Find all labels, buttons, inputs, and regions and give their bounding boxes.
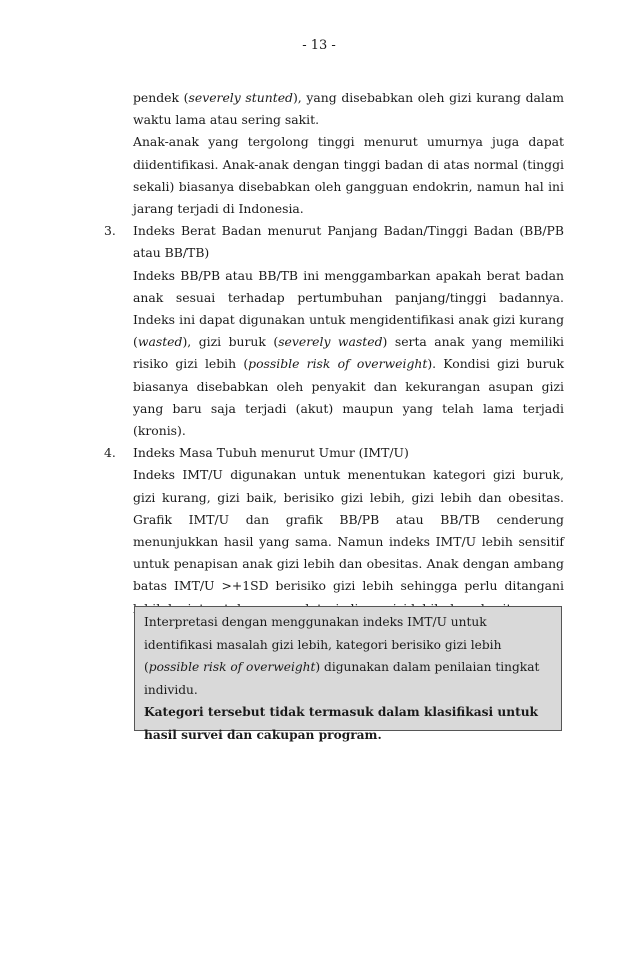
document-body xyxy=(104,87,564,620)
note-text: Interpretasi dengan menggunakan indeks IMT/U untuk identifikasi masalah gizi lebih, kategori berisiko gizi lebih (possible risk of overweight) digunakan dalam penilaian tingkat individu. xyxy=(144,615,540,697)
tall-children-paragraph: Anak-anak yang tergolong tinggi menurut umurnya juga dapat diidentifikasi. Anak-anak dengan tinggi badan di atas normal (tinggi sekali) biasanya disebabkan oleh gangguan endokrin, namun hal ini jarang terjadi di Indonesia. xyxy=(133,134,564,217)
list-number: 4. xyxy=(104,445,116,461)
item-body: Indeks IMT/U digunakan untuk menentukan kategori gizi buruk, gizi kurang, gizi baik, berisiko gizi lebih, gizi lebih dan obesitas. Grafik IMT/U dan grafik BB/PB atau BB/TB cenderung menunjukkan hasil yang sama. Namun indeks IMT/U lebih sensitif untuk penapisan anak gizi lebih dan obesitas. Anak dengan ambang batas IMT/U >+1SD berisiko gizi lebih sehingga perlu ditangani xyxy=(133,467,564,594)
list-item-3 xyxy=(104,220,564,442)
note-box xyxy=(134,606,562,742)
item-heading: Indeks Berat Badan menurut Panjang Badan/Tinggi Badan (BB/PB atau BB/TB) xyxy=(133,223,564,261)
intro-paragraph: pendek (severely stunted), yang disebabkan oleh gizi kurang dalam waktu lama atau sering sakit. xyxy=(133,90,564,128)
item-heading: Indeks Masa Tubuh menurut Umur (IMT/U) xyxy=(133,445,409,461)
item-body: Indeks BB/PB atau BB/TB ini menggambarkan apakah berat badan anak sesuai terhadap pertumbuhan panjang/tinggi badannya. Indeks ini dapat digunakan untuk mengidentifikasi anak gizi kurang (wasted), gizi buruk (severely wasted) serta anak yang memiliki risiko gizi lebih (possible risk of overweight). Kondisi gizi buruk biasanya disebabkan oleh penyakit dan kekurangan asupan gizi yang baru saja terjadi (akut) maupun yang telah lama terjadi (kronis). xyxy=(133,267,565,439)
note-bold-text: Kategori tersebut tidak termasuk dalam klasifikasi untuk hasil survei dan cakupan program. xyxy=(144,705,539,742)
page-number: - 13 - xyxy=(302,38,336,53)
list-number: 3. xyxy=(104,223,116,239)
list-item-4 xyxy=(104,442,564,620)
